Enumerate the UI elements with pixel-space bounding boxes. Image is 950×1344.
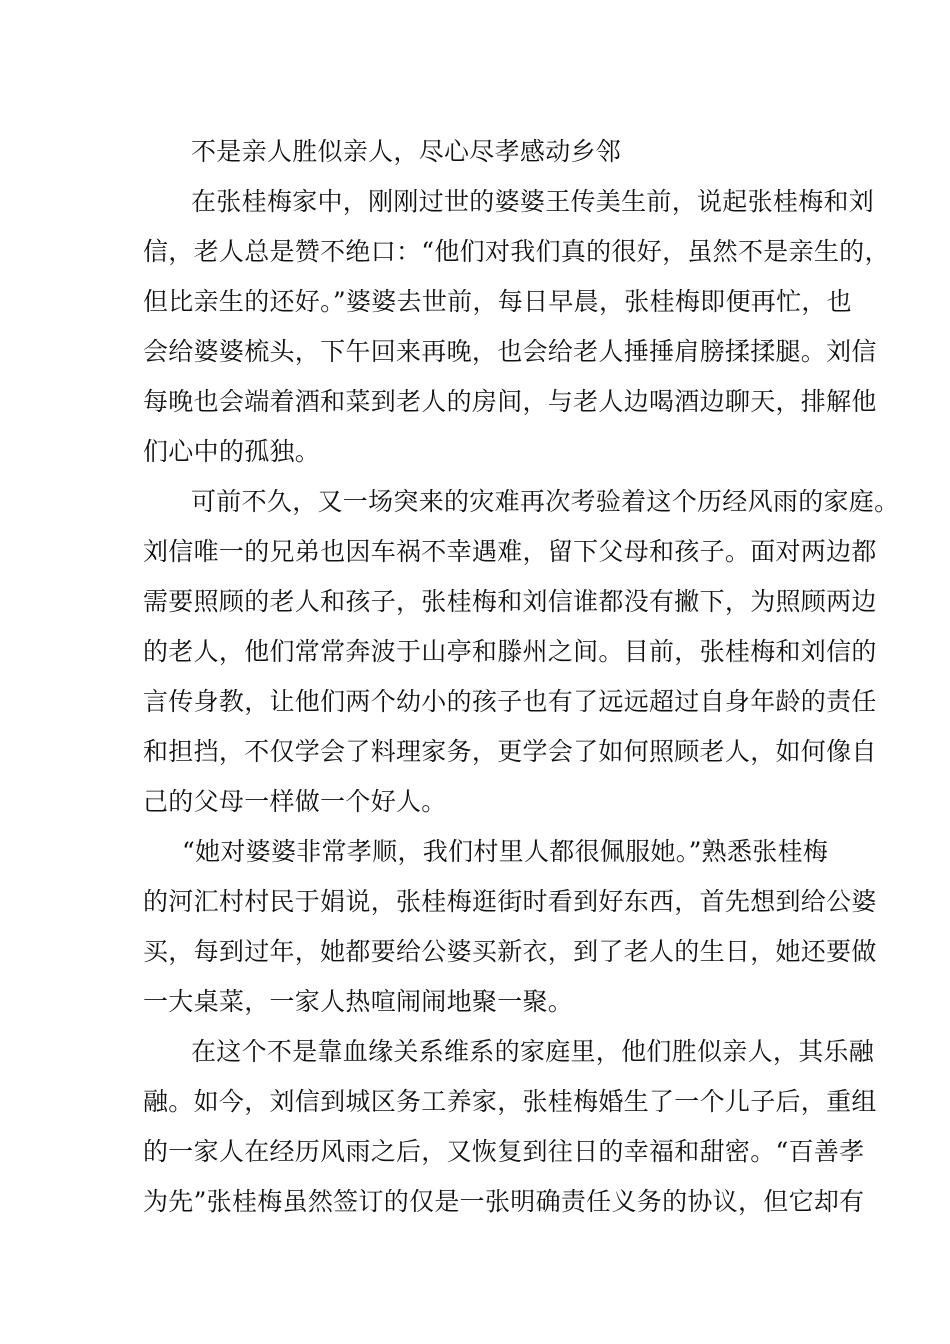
paragraph-1-line-5: 每晚也会端着酒和菜到老人的房间，与老人边喝酒边聊天，排解他 xyxy=(143,387,877,416)
paragraph-1-line-4: 会给婆婆梳头，下午回来再晚，也会给老人捶捶肩膀揉揉腿。刘信 xyxy=(143,337,877,366)
paragraph-2-line-5: 言传身教，让他们两个幼小的孩子也有了远远超过自身年龄的责任 xyxy=(143,687,877,716)
paragraph-2-line-6: 和担挡，不仅学会了料理家务，更学会了如何照顾老人，如何像自 xyxy=(143,737,877,766)
paragraph-3-line-3: 买，每到过年，她都要给公婆买新衣，到了老人的生日，她还要做 xyxy=(143,937,877,966)
paragraph-2-line-1: 可前不久，又一场突来的灾难再次考验着这个历经风雨的家庭。 xyxy=(191,487,900,516)
paragraph-3-line-1: “她对婆婆非常孝顺，我们村里人都很佩服她。”熟悉张桂梅 xyxy=(182,837,829,866)
paragraph-1-line-1: 在张桂梅家中，刚刚过世的婆婆王传美生前，说起张桂梅和刘 xyxy=(191,187,875,216)
paragraph-4-line-1: 在这个不是靠血缘关系维系的家庭里，他们胜似亲人，其乐融 xyxy=(191,1037,875,1066)
paragraph-4-line-2: 融。如今，刘信到城区务工养家，张桂梅婚生了一个儿子后，重组 xyxy=(143,1087,877,1116)
paragraph-2-line-3: 需要照顾的老人和孩子，张桂梅和刘信谁都没有撇下，为照顾两边 xyxy=(143,587,877,616)
paragraph-1-line-6: 们心中的孤独。 xyxy=(143,437,321,466)
section-heading: 不是亲人胜似亲人，尽心尽孝感动乡邻 xyxy=(191,137,622,166)
paragraph-4-line-3: 的一家人在经历风雨之后，又恢复到往日的幸福和甜密。“百善孝 xyxy=(143,1137,865,1166)
paragraph-4-line-4: 为先”张桂梅虽然签订的仅是一张明确责任义务的协议，但它却有 xyxy=(143,1187,865,1216)
paragraph-2-line-2: 刘信唯一的兄弟也因车祸不幸遇难，留下父母和孩子。面对两边都 xyxy=(143,537,877,566)
paragraph-3-line-2: 的河汇村村民于娟说，张桂梅逛街时看到好东西，首先想到给公婆 xyxy=(143,887,877,916)
paragraph-3-line-4: 一大桌菜，一家人热喧闹闹地聚一聚。 xyxy=(143,987,574,1016)
paragraph-1-line-3: 但比亲生的还好。”婆婆去世前，每日早晨，张桂梅即便再忙，也 xyxy=(143,287,852,316)
paragraph-2-line-4: 的老人，他们常常奔波于山亭和滕州之间。目前，张桂梅和刘信的 xyxy=(143,637,877,666)
paragraph-2-line-7: 己的父母一样做一个好人。 xyxy=(143,787,447,816)
paragraph-1-line-2: 信，老人总是赞不绝口：“他们对我们真的很好，虽然不是亲生的， xyxy=(143,237,890,266)
